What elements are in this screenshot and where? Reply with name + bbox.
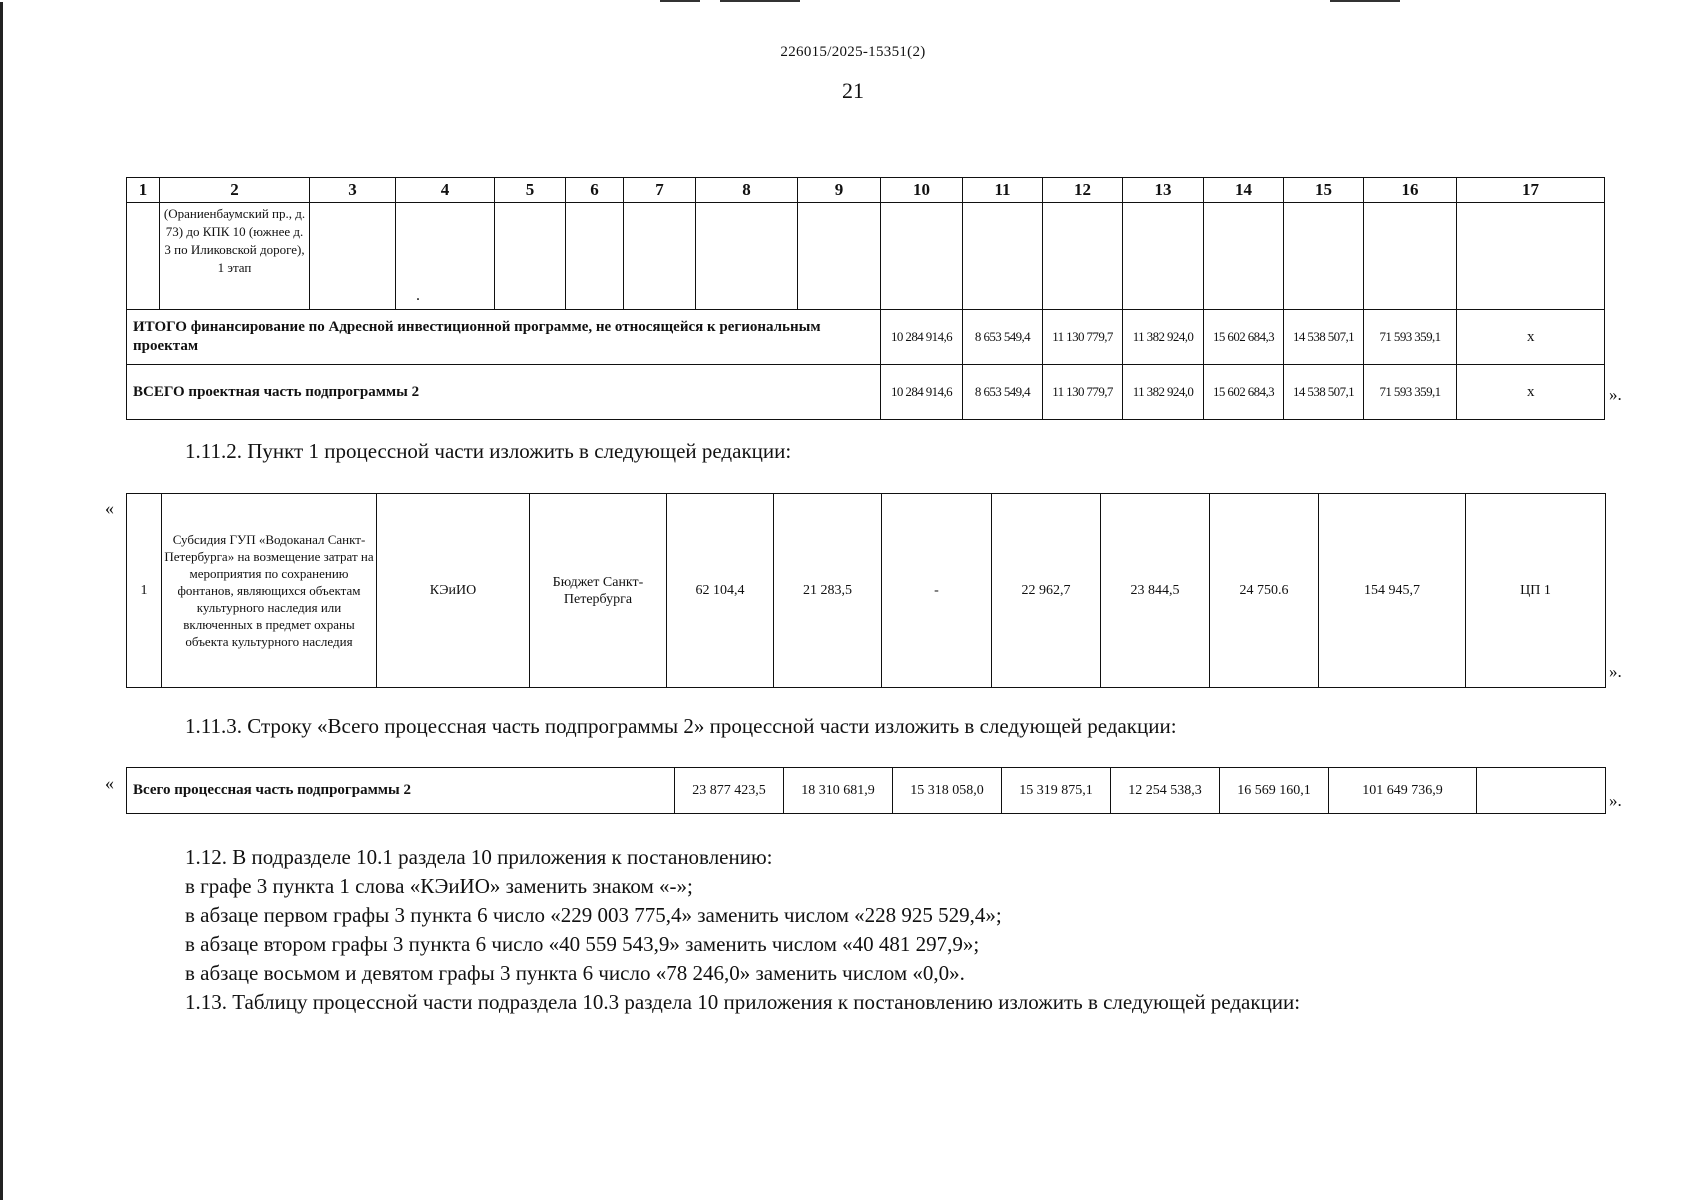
total-value: 10 284 914,6 [881, 310, 963, 365]
item-value: 23 844,5 [1101, 494, 1210, 688]
body-line: в абзаце первом графы 3 пункта 6 число «229 003 775,4» заменить числом «228 925 529,4»; [185, 903, 1002, 927]
body-line-1-13: 1.13. Таблицу процессной части подраздела 10.3 раздела 10 приложения к постановлению изложить в следующей редакции: [185, 990, 1301, 1014]
item-value: 22 962,7 [992, 494, 1101, 688]
object-description: (Ораниенбаумский пр., д. 73) до КПК 10 (южнее д. 3 по Иликовской дороге), 1 этап [160, 203, 310, 310]
body-line: в графе 3 пункта 1 слова «КЭиИО» заменить знаком «-»; [185, 874, 693, 898]
item-value: - [882, 494, 992, 688]
col-header: 6 [566, 178, 624, 203]
table2-open-quote: « [105, 498, 114, 518]
total-last: х [1457, 310, 1605, 365]
item-number: 1 [127, 494, 162, 688]
total-value: 15 602 684,3 [1204, 310, 1284, 365]
col-header: 5 [495, 178, 566, 203]
grand-value: 14 538 507,1 [1284, 365, 1364, 420]
grand-value: 11 382 924,0 [1123, 365, 1204, 420]
col-header: 16 [1364, 178, 1457, 203]
process-total-value: 12 254 538,3 [1111, 768, 1220, 814]
grand-value: 10 284 914,6 [881, 365, 963, 420]
grand-total-label: ВСЕГО проектная часть подпрограммы 2 [127, 365, 881, 420]
total-aip-label: ИТОГО финансирование по Адресной инвестиционной программе, не относящейся к региональным проектам [127, 310, 881, 365]
process-total-table [126, 767, 1606, 814]
col-header: 14 [1204, 178, 1284, 203]
process-total-value: 101 649 736,9 [1329, 768, 1477, 814]
body-line: в абзаце втором графы 3 пункта 6 число «40 559 543,9» заменить числом «40 481 297,9»; [185, 932, 980, 956]
stray-dot: . [416, 287, 420, 304]
item-funding-source: Бюджет Санкт-Петербурга [530, 494, 667, 688]
col-header: 11 [963, 178, 1043, 203]
item-value: 21 283,5 [774, 494, 882, 688]
body-line-1-12: 1.12. В подразделе 10.1 раздела 10 приложения к постановлению: [185, 845, 773, 869]
table3-closing-quote: ». [1609, 791, 1622, 810]
paragraph-1-11-3: 1.11.3. Строку «Всего процессная часть подпрограммы 2» процессной части изложить в следующей редакции: [185, 714, 1177, 738]
continued-object-row [127, 203, 1605, 310]
total-value: 11 130 779,7 [1043, 310, 1123, 365]
item-description: Субсидия ГУП «Водоканал Санкт-Петербурга» на возмещение затрат на мероприятия по сохранению фонтанов, являющихся объектам культурного наследия или включенных в предмет охраны объекта культурного наследия [162, 494, 377, 688]
scan-edge-line [0, 0, 3, 1200]
table1-closing-quote: ». [1609, 385, 1622, 404]
item-value: 24 750.6 [1210, 494, 1319, 688]
scan-top-marks [0, 0, 1706, 8]
col-header: 15 [1284, 178, 1364, 203]
grand-value: 15 602 684,3 [1204, 365, 1284, 420]
item-indicator: ЦП 1 [1466, 494, 1606, 688]
item-1-row [127, 494, 1606, 688]
process-total-value: 23 877 423,5 [675, 768, 784, 814]
project-part-table [126, 177, 1605, 420]
item-value: 154 945,7 [1319, 494, 1466, 688]
total-value: 11 382 924,0 [1123, 310, 1204, 365]
process-total-value: 16 569 160,1 [1220, 768, 1329, 814]
col-header: 2 [160, 178, 310, 203]
total-value: 71 593 359,1 [1364, 310, 1457, 365]
grand-value: 71 593 359,1 [1364, 365, 1457, 420]
total-value: 8 653 549,4 [963, 310, 1043, 365]
item-value: 62 104,4 [667, 494, 774, 688]
col-header: 13 [1123, 178, 1204, 203]
table3-open-quote: « [105, 773, 114, 793]
col-header: 1 [127, 178, 160, 203]
col-header: 4 [396, 178, 495, 203]
item-executor: КЭиИО [377, 494, 530, 688]
table2-closing-quote: ». [1609, 662, 1622, 681]
total-value: 14 538 507,1 [1284, 310, 1364, 365]
grand-last: х [1457, 365, 1605, 420]
col-header: 17 [1457, 178, 1605, 203]
page-number: 21 [842, 78, 864, 103]
document-code: 226015/2025-15351(2) [780, 44, 926, 60]
process-total-row [127, 768, 1606, 814]
grand-value: 8 653 549,4 [963, 365, 1043, 420]
column-number-row [127, 178, 1605, 203]
col-header: 12 [1043, 178, 1123, 203]
col-header: 9 [798, 178, 881, 203]
col-header: 7 [624, 178, 696, 203]
process-total-value: 15 319 875,1 [1002, 768, 1111, 814]
total-aip-row [127, 310, 1605, 365]
process-total-last [1477, 768, 1606, 814]
process-item-table [126, 493, 1606, 688]
grand-total-row [127, 365, 1605, 420]
grand-value: 11 130 779,7 [1043, 365, 1123, 420]
process-total-value: 18 310 681,9 [784, 768, 893, 814]
col-header: 10 [881, 178, 963, 203]
body-line: в абзаце восьмом и девятом графы 3 пункта 6 число «78 246,0» заменить числом «0,0». [185, 961, 965, 985]
col-header: 3 [310, 178, 396, 203]
process-total-label: Всего процессная часть подпрограммы 2 [127, 768, 675, 814]
col-header: 8 [696, 178, 798, 203]
paragraph-1-11-2: 1.11.2. Пункт 1 процессной части изложить в следующей редакции: [185, 439, 792, 463]
process-total-value: 15 318 058,0 [893, 768, 1002, 814]
